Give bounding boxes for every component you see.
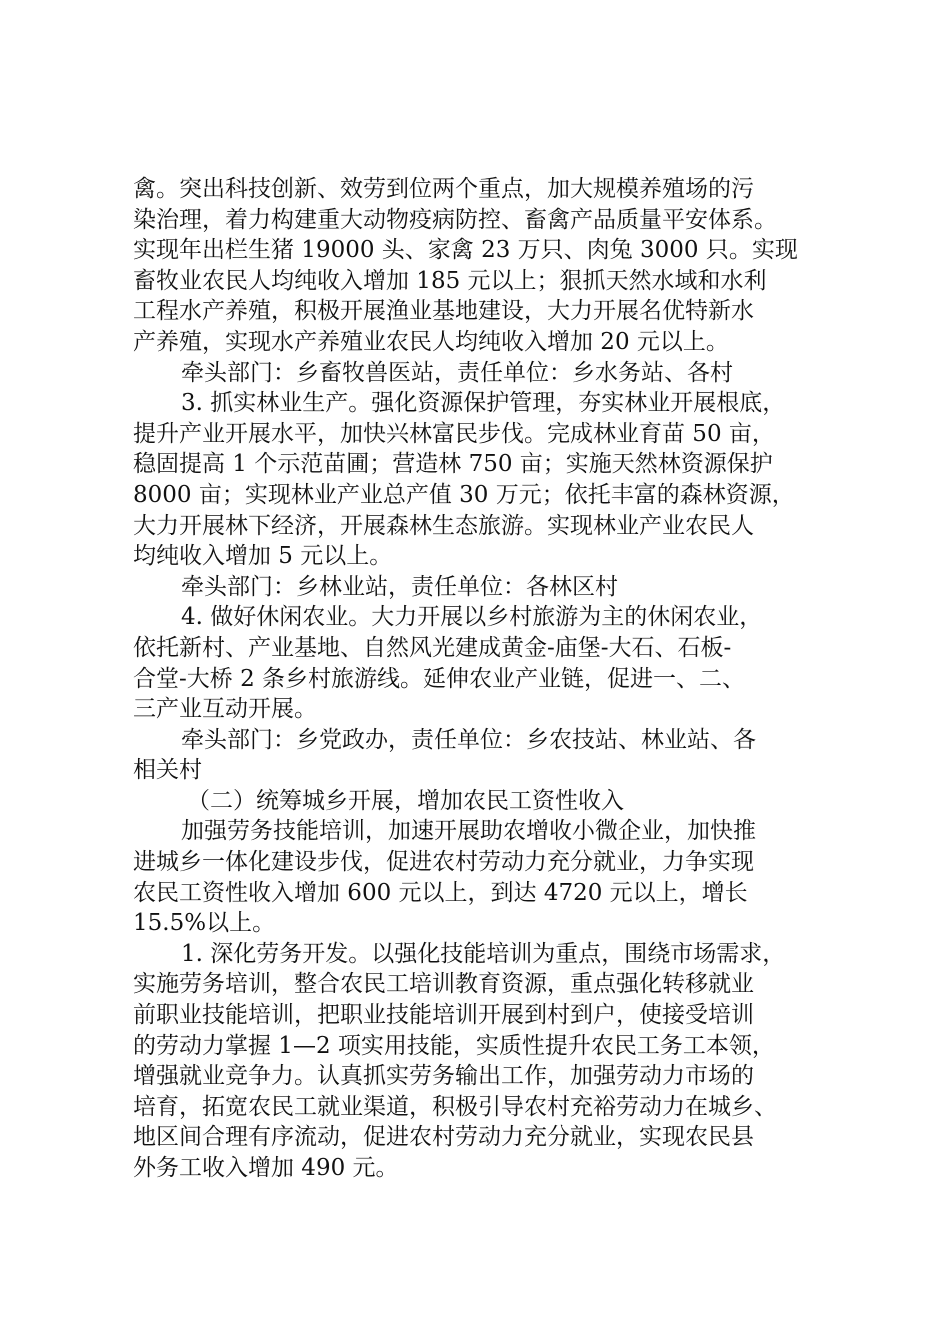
text-line: 均纯收入增加 5 元以上。 [133, 543, 393, 570]
text-line: 稳固提高 1 个示范苗圃；营造林 750 亩；实施天然林资源保护 [133, 451, 773, 478]
text-line: 地区间合理有序流动，促进农村劳动力充分就业，实现农民县 [133, 1124, 754, 1151]
text-line: 前职业技能培训，把职业技能培训开展到村到户，使接受培训 [133, 1002, 754, 1029]
text-line: 产养殖，实现水产养殖业农民人均纯收入增加 20 元以上。 [133, 328, 729, 355]
text-line: 实施劳务培训，整合农民工培训教育资源，重点强化转移就业 [133, 971, 754, 998]
text-line: 的劳动力掌握 1—2 项实用技能，实质性提升农民工务工本领， [133, 1032, 775, 1059]
text-line: 进城乡一体化建设步伐，促进农村劳动力充分就业，力争实现 [133, 849, 754, 876]
section-item-heading: 3. 抓实林业生产。强化资源保护管理，夯实林业开展根底， [181, 390, 786, 417]
section-item-heading: 4. 做好休闲农业。大力开展以乡村旅游为主的休闲农业， [181, 604, 763, 631]
text-line: 增强就业竞争力。认真抓实劳务输出工作，加强劳动力市场的 [133, 1063, 754, 1090]
text-line: 8000 亩；实现林业产业总产值 30 万元；依托丰富的森林资源， [133, 481, 795, 508]
text-line: 农民工资性收入增加 600 元以上，到达 4720 元以上，增长 [133, 879, 748, 906]
text-line: 培育，拓宽农民工就业渠道，积极引导农村充裕劳动力在城乡、 [133, 1093, 777, 1120]
lead-department-line: 牵头部门：乡林业站，责任单位：各林区村 [181, 573, 618, 600]
text-line: 实现年出栏生猪 19000 头、家禽 23 万只、肉兔 3000 只。实现 [133, 237, 798, 264]
text-line: 染治理，着力构建重大动物疫病防控、畜禽产品质量平安体系。 [133, 206, 777, 233]
document-body [133, 174, 833, 1184]
section-item-heading: 1. 深化劳务开发。以强化技能培训为重点，围绕市场需求， [181, 940, 786, 967]
section-heading: （二）统筹城乡开展，增加农民工资性收入 [187, 787, 624, 814]
text-line: 相关村 [133, 757, 202, 784]
text-line: 畜牧业农民人均纯收入增加 185 元以上；狠抓天然水域和水利 [133, 267, 767, 294]
paragraph-first-line: 加强劳务技能培训，加速开展助农增收小微企业，加快推 [181, 818, 756, 845]
text-line: 工程水产养殖，积极开展渔业基地建设，大力开展名优特新水 [133, 298, 754, 325]
lead-department-line: 牵头部门：乡党政办，责任单位：乡农技站、林业站、各 [181, 726, 756, 753]
text-line: 提升产业开展水平，加快兴林富民步伐。完成林业育苗 50 亩， [133, 420, 775, 447]
text-line: 合堂-大桥 2 条乡村旅游线。延伸农业产业链，促进一、二、 [133, 665, 746, 692]
text-line: 大力开展林下经济，开展森林生态旅游。实现林业产业农民人 [133, 512, 754, 539]
text-line: 外务工收入增加 490 元。 [133, 1155, 399, 1181]
text-line: 三产业互动开展。 [133, 696, 317, 723]
text-line: 15.5%以上。 [133, 910, 276, 937]
text-line: 禽。突出科技创新、效劳到位两个重点，加大规模养殖场的污 [133, 176, 754, 202]
lead-department-line: 牵头部门：乡畜牧兽医站，责任单位：乡水务站、各村 [181, 359, 733, 386]
text-line: 依托新村、产业基地、自然风光建成黄金-庙堡-大石、石板- [133, 634, 732, 661]
